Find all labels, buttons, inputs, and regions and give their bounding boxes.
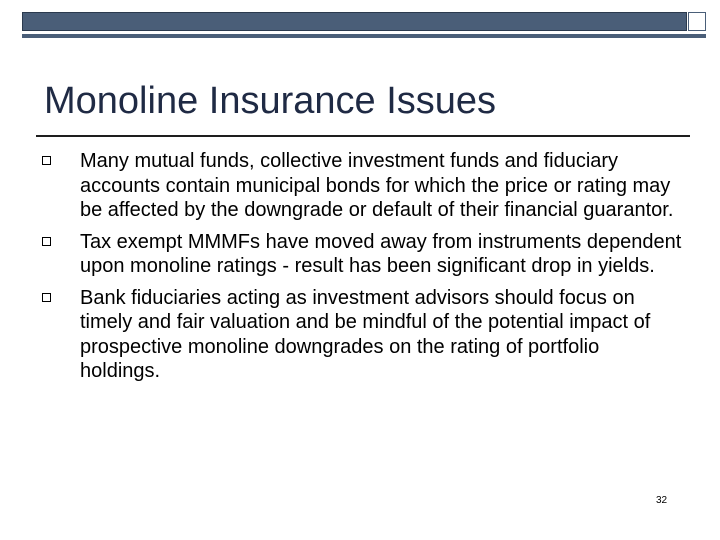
title-divider: [36, 135, 690, 137]
hollow-square-bullet-icon: [42, 237, 51, 246]
header-decor-bar: [22, 12, 687, 31]
slide-title: Monoline Insurance Issues: [44, 80, 497, 122]
header-decor-square: [688, 12, 706, 31]
hollow-square-bullet-icon: [42, 156, 51, 165]
bullet-text: Bank fiduciaries acting as investment advisors should focus on timely and fair valuation and be mindful of the potential impact of prospective monoline downgrades on the rating of portfolio holdings.: [80, 286, 651, 382]
bullet-text: Tax exempt MMMFs have moved away from instruments dependent upon monoline ratings - result has been significant drop in yields.: [80, 230, 682, 277]
bullet-item: [42, 230, 682, 279]
page-number: 32: [656, 495, 668, 506]
bullet-item: [42, 149, 682, 223]
bullet-item: [42, 286, 682, 384]
header-decor-line: [22, 34, 706, 38]
bullet-list: [42, 149, 682, 391]
hollow-square-bullet-icon: [42, 293, 51, 302]
bullet-text: Many mutual funds, collective investment funds and fiduciary accounts contain municipal bonds for which the price or rating may be affected by the downgrade or default of their financial guarantor.: [80, 150, 674, 221]
